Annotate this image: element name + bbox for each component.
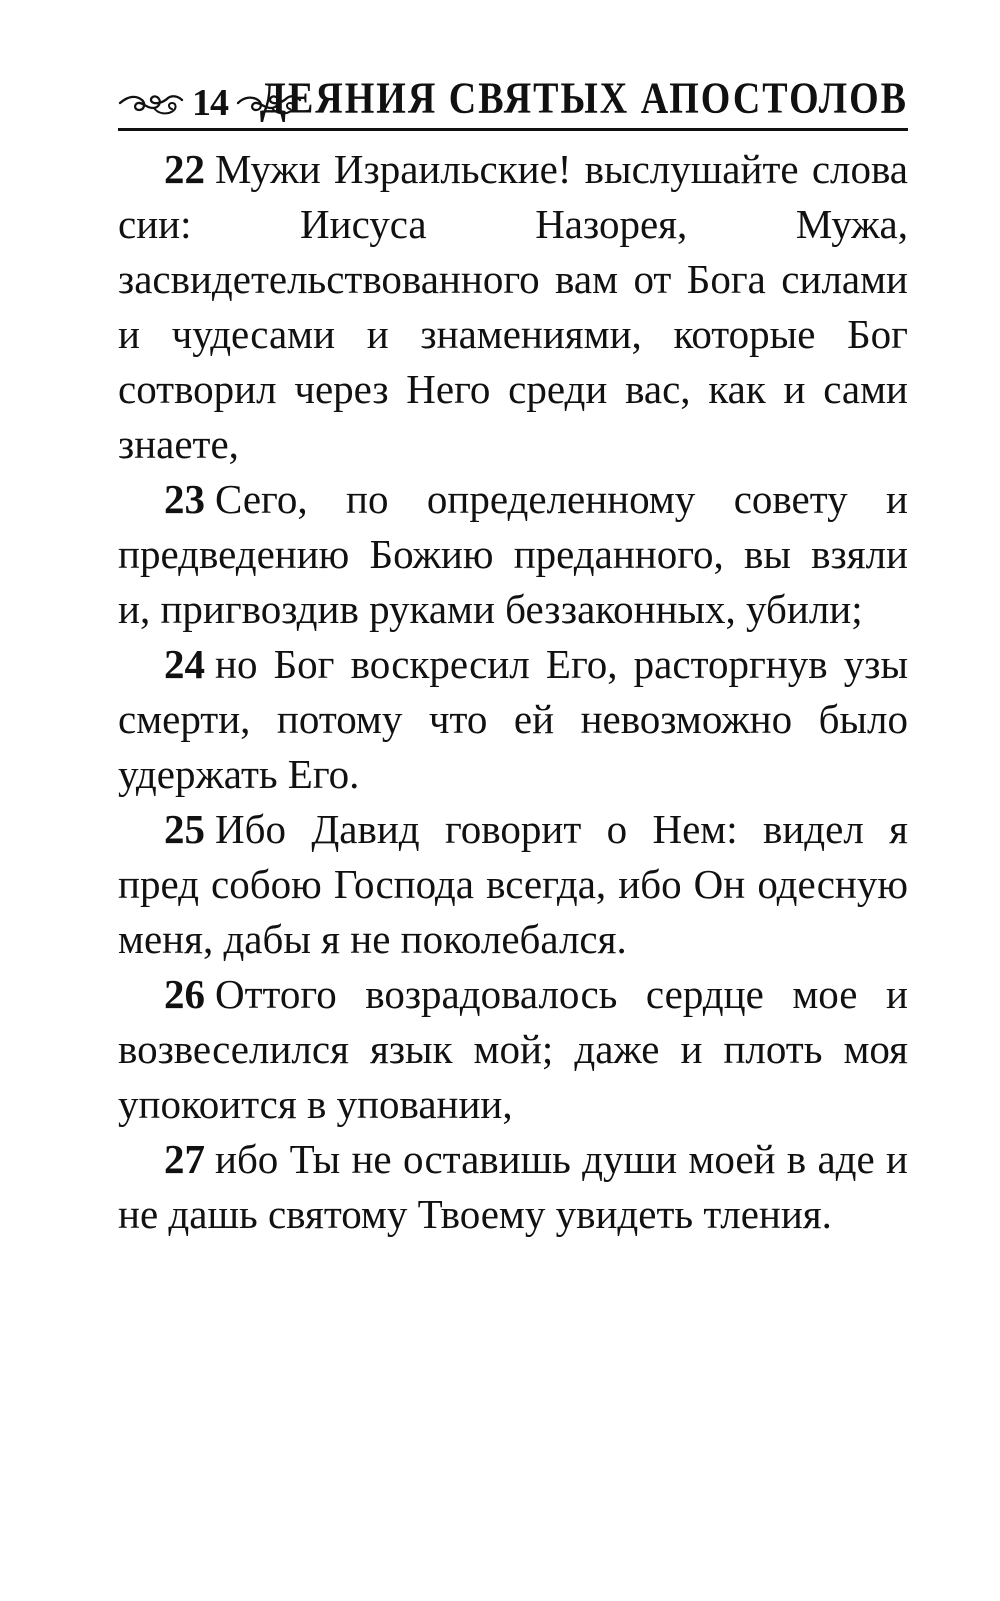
verse-text: ибо Ты не оставишь души моей в аде и не дашь святому Твоему увидеть тления.	[118, 1136, 908, 1237]
verse-text: но Бог воскресил Его, расторгнув узы смерти, потому что ей невозможно было удержать Его.	[118, 641, 908, 797]
scroll-flourish-icon	[118, 86, 184, 120]
verse-number: 27	[164, 1136, 205, 1182]
book-title: ДЕЯНИЯ СВЯТЫХ АПОСТОЛОВ	[259, 73, 908, 124]
verse-26	[118, 967, 908, 1132]
verse-23	[118, 472, 908, 637]
header-rule	[118, 128, 908, 131]
page-number: 14	[192, 82, 228, 124]
verse-number: 26	[164, 971, 205, 1017]
verse-text: Ибо Давид говорит о Нем: видел я пред собою Господа всегда, ибо Он одесную меня, дабы я не поколебался.	[118, 806, 908, 962]
verse-25	[118, 802, 908, 967]
verse-text: Сего, по определенному совету и предведению Божию преданного, вы взяли и, пригвоздив руками беззаконных, убили;	[118, 476, 908, 632]
verse-24	[118, 637, 908, 802]
running-head	[118, 74, 908, 130]
verse-22	[118, 142, 908, 472]
verse-text: Оттого возрадовалось сердце мое и возвеселился язык мой; даже и плоть моя упокоится в уповании,	[118, 971, 908, 1127]
verse-text: Мужи Израильские! выслушайте слова сии: Иисуса Назорея, Мужа, засвидетельствованного вам от Бога силами и чудесами и знамениями, которые Бог сотворил через Него среди вас, как и сами знаете,	[118, 146, 908, 467]
verse-number: 23	[164, 476, 205, 522]
verse-27	[118, 1132, 908, 1242]
scripture-text	[118, 142, 908, 1242]
verse-number: 22	[164, 146, 205, 192]
verse-number: 24	[164, 641, 205, 687]
verse-number: 25	[164, 806, 205, 852]
